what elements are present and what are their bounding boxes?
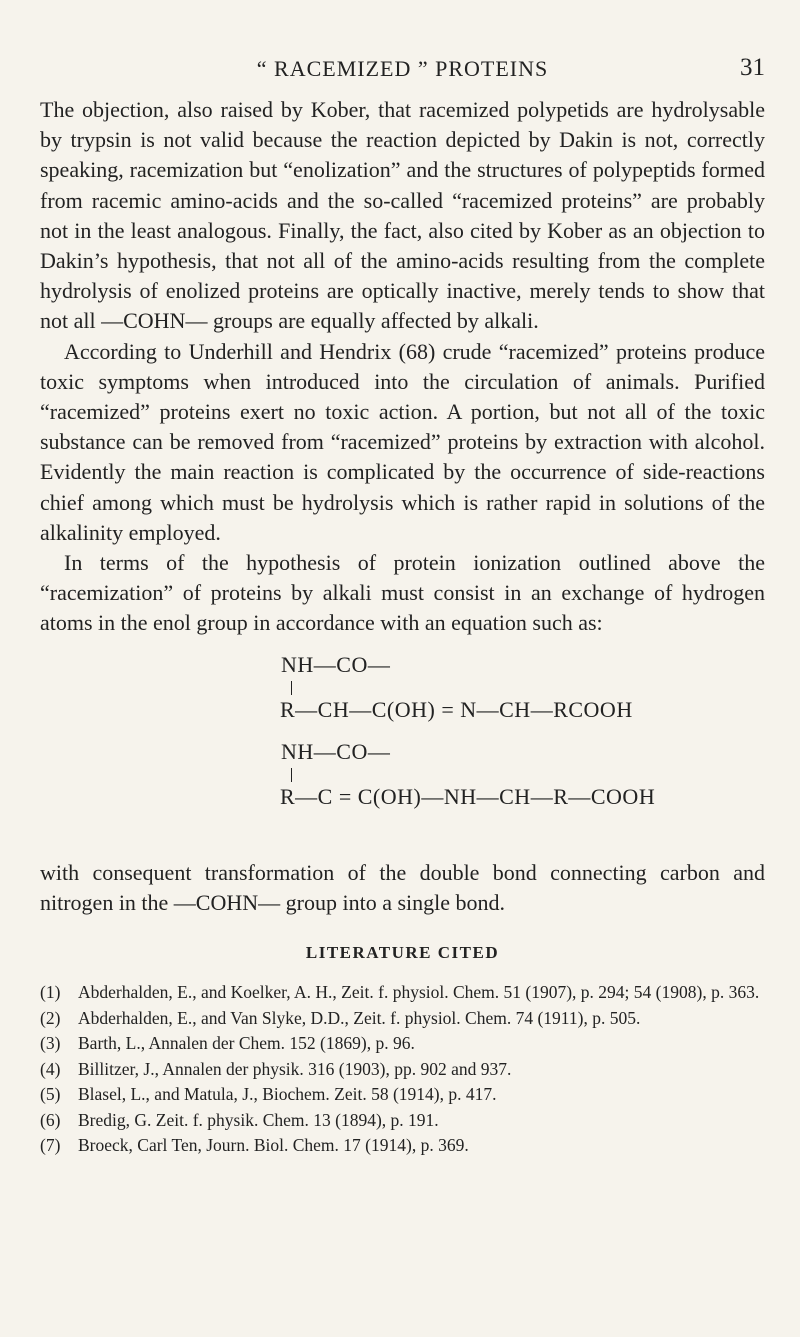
reference-text: Bredig, G. Zeit. f. physik. Chem. 13 (1894), p. 191.: [78, 1109, 439, 1130]
reference-number: (3): [40, 1033, 61, 1053]
paragraph-3: In terms of the hypothesis of protein ionization outlined above the “racemization” of proteins by alkali must consist in an exchange of hydrogen atoms in the enol group in accordance with an equation such as:: [40, 550, 765, 636]
equation-bond-2: [291, 768, 292, 782]
reference-text: Billitzer, J., Annalen der physik. 316 (1903), pp. 902 and 937.: [78, 1058, 512, 1079]
reference-number: (2): [40, 1007, 61, 1028]
running-title: “ RACEMIZED ” PROTEINS: [256, 56, 549, 81]
reference-item: [40, 1057, 765, 1083]
reference-item: [40, 980, 765, 1006]
reference-number: (7): [40, 1135, 61, 1155]
reference-item: [40, 1108, 765, 1134]
equation-line-2: R—CH—C(OH) = N—CH—RCOOH: [280, 697, 633, 722]
reference-text: Abderhalden, E., and Van Slyke, D.D., Zeit. f. physiol. Chem. 74 (1911), p. 505.: [78, 1007, 641, 1028]
after-equation-text: [40, 858, 765, 918]
equation-line-1: NH—CO—: [281, 652, 391, 677]
literature-heading: LITERATURE CITED: [305, 943, 500, 962]
equation-line-3: NH—CO—: [281, 739, 391, 764]
reference-item: [40, 1133, 765, 1159]
reference-text: Abderhalden, E., and Koelker, A. H., Zeit. f. physiol. Chem. 51 (1907), p. 294; 54 (1908), p. 363.: [78, 982, 760, 1002]
body-text: [40, 95, 765, 639]
paragraph-2: According to Underhill and Hendrix (68) crude “racemized” proteins produce toxic symptoms when introduced into the circulation of animals. Purified “racemized” proteins exert no toxic action. A portion, but not all of the toxic substance can be removed from “racemized” proteins by extraction with alcohol. Evidently the main reaction is complicated by the occurrence of side-reactions chief among which must be hydrolysis which is rather rapid in solutions of the alkalinity employed.: [40, 338, 765, 545]
reference-number: (6): [40, 1109, 61, 1130]
paragraph-4: with consequent transformation of the double bond connecting carbon and nitrogen in the —COHN— group into a single bond.: [40, 860, 765, 916]
reference-item: [40, 1006, 765, 1032]
running-head: [40, 56, 765, 90]
page: [40, 0, 765, 1337]
reference-number: (5): [40, 1084, 61, 1104]
reference-text: Broeck, Carl Ten, Journ. Biol. Chem. 17 (1914), p. 369.: [78, 1135, 469, 1155]
reference-number: (1): [40, 982, 61, 1002]
equation-line-4: R—C = C(OH)—NH—CH—R—COOH: [280, 784, 656, 809]
reference-item: [40, 1031, 765, 1057]
equation-bond-1: [291, 681, 292, 695]
reference-number: (4): [40, 1058, 61, 1079]
reference-item: [40, 1082, 765, 1108]
reference-text: Barth, L., Annalen der Chem. 152 (1869), p. 96.: [78, 1033, 415, 1053]
reference-list: [40, 980, 765, 1159]
reference-text: Blasel, L., and Matula, J., Biochem. Zeit. 58 (1914), p. 417.: [78, 1084, 497, 1104]
paragraph-1: The objection, also raised by Kober, that racemized polypetids are hydrolysable by trypsin is not valid because the reaction depicted by Dakin is not, correctly speaking, racemization but “enolization” and the structures of polypeptids formed from racemic amino-acids and the so-called “racemized proteins” are probably not in the least analogous. Finally, the fact, also cited by Kober as an objection to Dakin’s hypothesis, that not all of the amino-acids resulting from the complete hydrolysis of enolized proteins are optically inactive, merely tends to show that not all —COHN— groups are equally affected by alkali.: [40, 97, 765, 334]
page-number: 31: [740, 54, 765, 81]
